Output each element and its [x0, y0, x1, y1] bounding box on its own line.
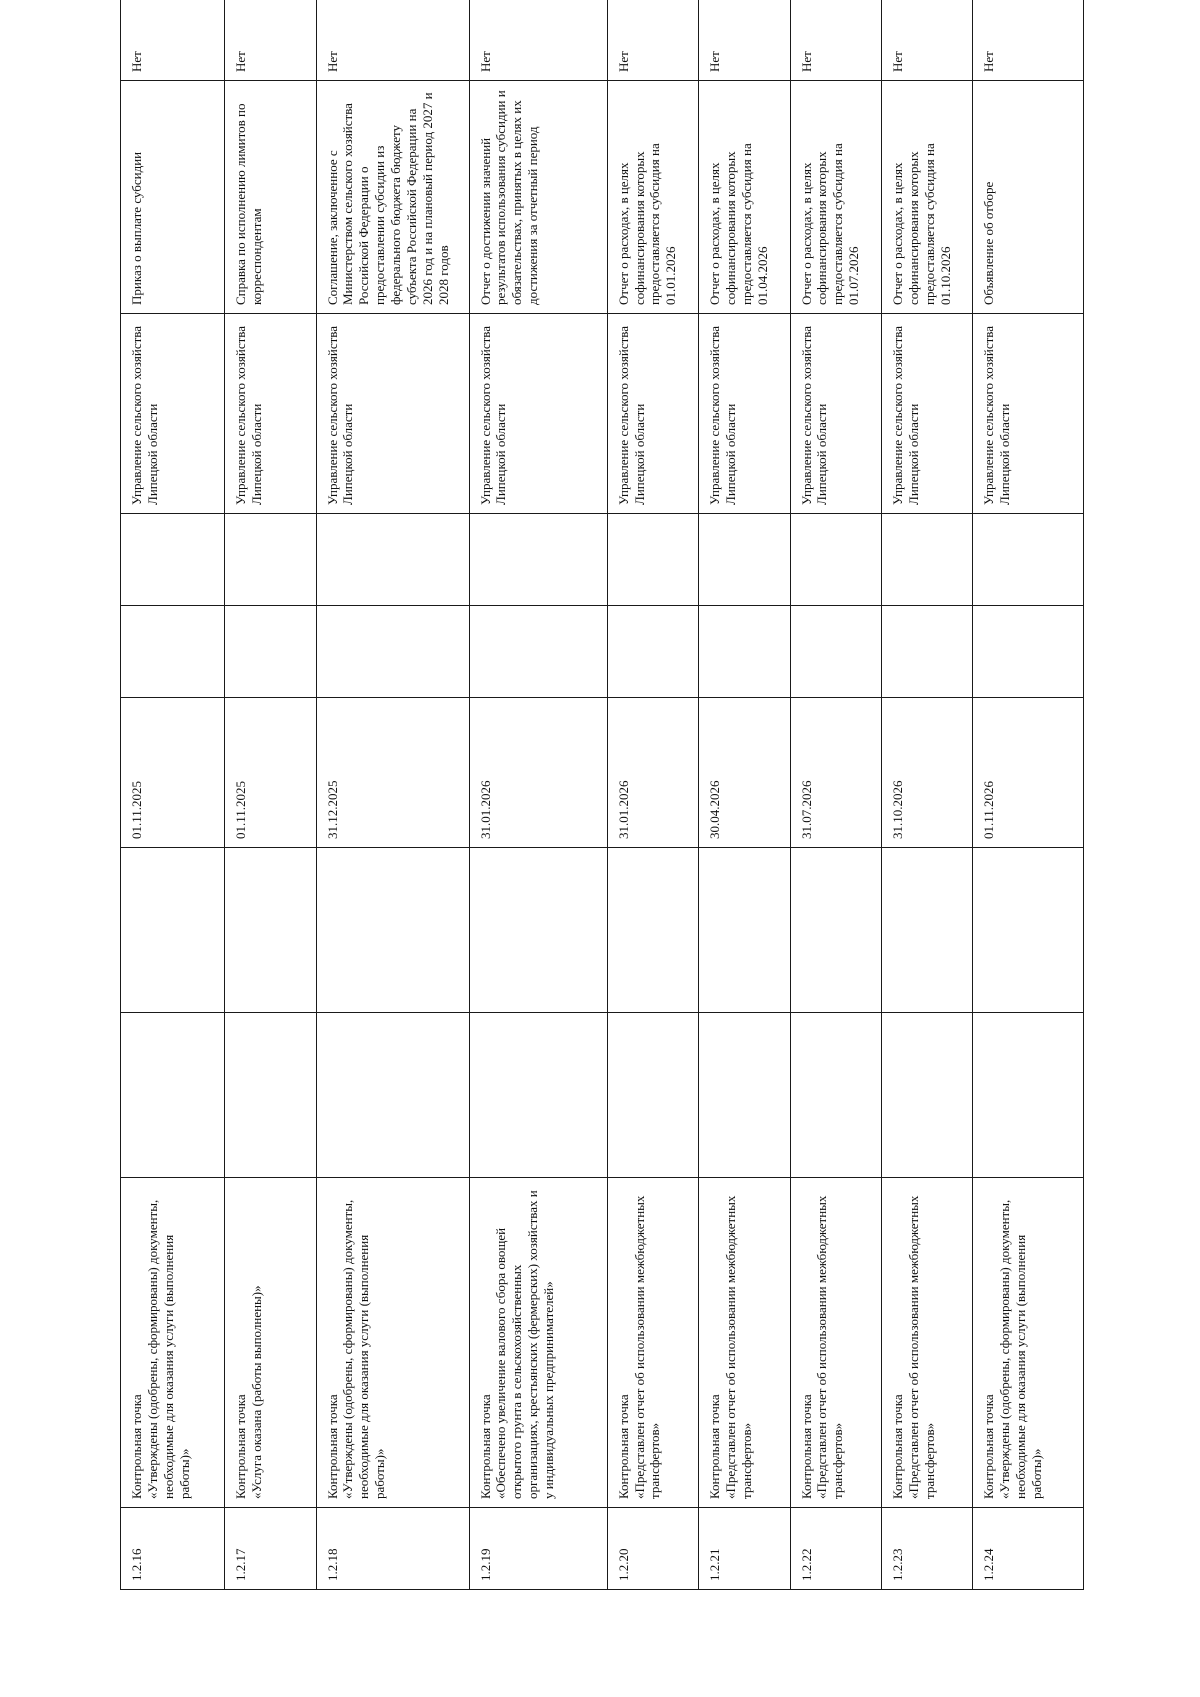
row-number-cell: [699, 1508, 790, 1590]
empty-cell-d: [607, 514, 698, 606]
executor-text: Управление сельского хозяйства Липецкой области: [707, 325, 738, 505]
document-text: Отчет о расходах, в целях софинансирования которых предоставляется субсидия на 01.01.2026: [615, 143, 679, 305]
flag-cell: [121, 0, 225, 81]
date-text: 31.01.2026: [477, 780, 493, 839]
table-row: [790, 0, 881, 1590]
date-cell: [699, 698, 790, 848]
row-number-text: 1.2.22: [798, 1548, 814, 1581]
empty-cell-b: [790, 848, 881, 1013]
date-text: 01.11.2026: [981, 780, 997, 839]
date-cell: [121, 698, 225, 848]
empty-cell-b: [469, 848, 607, 1013]
executor-cell: [881, 314, 972, 514]
empty-cell-d: [225, 514, 316, 606]
empty-cell-d: [121, 514, 225, 606]
event-name-cell: [469, 1178, 607, 1508]
row-number-text: 1.2.20: [615, 1548, 631, 1581]
empty-cell-a: [469, 1013, 607, 1178]
flag-text: Нет: [889, 51, 905, 72]
date-cell: [790, 698, 881, 848]
row-number-text: 1.2.19: [477, 1548, 493, 1581]
executor-cell: [121, 314, 225, 514]
date-text: 31.10.2026: [889, 780, 905, 839]
flag-cell: [607, 0, 698, 81]
event-name-cell: [607, 1178, 698, 1508]
flag-text: Нет: [707, 51, 723, 72]
flag-cell: [790, 0, 881, 81]
table-body: [121, 0, 1084, 1590]
empty-cell-b: [121, 848, 225, 1013]
date-text: 01.11.2025: [129, 780, 144, 839]
document-text: Справка по исполнению лимитов по корреспондентам: [233, 103, 265, 305]
executor-cell: [973, 314, 1084, 514]
empty-cell-c: [316, 606, 469, 698]
row-number-cell: [790, 1508, 881, 1590]
empty-cell-a: [316, 1013, 469, 1178]
document-text: Приказ о выплате субсидии: [129, 151, 144, 305]
control-points-table: [120, 0, 1084, 1590]
document-text: Отчет о расходах, в целях софинансирования которых предоставляется субсидия на 01.04.2026: [707, 143, 770, 305]
date-cell: [881, 698, 972, 848]
executor-cell: [469, 314, 607, 514]
date-cell: [469, 698, 607, 848]
document-text: Соглашение, заключенное с Министерством сельского хозяйства Российской Федерации о предоставлении субсидии из федерального бюджета бюджету субъекта Российской Федерации на 2026 год и на плановый период 2027 и 2028 годов: [324, 92, 451, 305]
row-number-text: 1.2.21: [707, 1548, 723, 1581]
event-name-text: Контрольная точка «Утверждены (одобрены, сформированы) документы, необходимые для оказания услуги (выполнения работы)»: [981, 1199, 1044, 1499]
empty-cell-d: [699, 514, 790, 606]
executor-cell: [607, 314, 698, 514]
table-row: [121, 0, 225, 1590]
executor-text: Управление сельского хозяйства Липецкой области: [477, 325, 509, 505]
flag-cell: [316, 0, 469, 81]
flag-cell: [881, 0, 972, 81]
event-name-text: Контрольная точка «Утверждены (одобрены, сформированы) документы, необходимые для оказания услуги (выполнения работы)»: [324, 1199, 388, 1499]
table-row: [225, 0, 316, 1590]
empty-cell-d: [790, 514, 881, 606]
row-number-text: 1.2.18: [324, 1548, 340, 1581]
empty-cell-c: [790, 606, 881, 698]
event-name-text: Контрольная точка «Представлен отчет об использовании межбюджетных трансфертов»: [798, 1195, 846, 1499]
row-number-cell: [607, 1508, 698, 1590]
row-number-cell: [316, 1508, 469, 1590]
executor-text: Управление сельского хозяйства Липецкой области: [889, 325, 921, 505]
executor-text: Управление сельского хозяйства Липецкой области: [981, 325, 1013, 505]
empty-cell-a: [699, 1013, 790, 1178]
empty-cell-b: [881, 848, 972, 1013]
event-name-cell: [881, 1178, 972, 1508]
executor-cell: [316, 314, 469, 514]
executor-cell: [225, 314, 316, 514]
flag-text: Нет: [798, 51, 814, 72]
table-row: [881, 0, 972, 1590]
flag-text: Нет: [615, 51, 631, 72]
row-number-text: 1.2.16: [129, 1548, 144, 1581]
document-cell: [121, 81, 225, 314]
executor-cell: [790, 314, 881, 514]
empty-cell-c: [121, 606, 225, 698]
empty-cell-b: [973, 848, 1084, 1013]
event-name-text: Контрольная точка «Представлен отчет об использовании межбюджетных трансфертов»: [615, 1195, 663, 1499]
empty-cell-d: [973, 514, 1084, 606]
event-name-cell: [699, 1178, 790, 1508]
date-text: 30.04.2026: [707, 780, 723, 839]
event-name-text: Контрольная точка «Представлен отчет об использовании межбюджетных трансфертов»: [707, 1195, 754, 1499]
date-text: 31.01.2026: [615, 780, 631, 839]
document-cell: [469, 81, 607, 314]
date-text: 31.07.2026: [798, 780, 814, 839]
document-cell: [607, 81, 698, 314]
date-cell: [316, 698, 469, 848]
date-cell: [607, 698, 698, 848]
flag-text: Нет: [981, 51, 997, 72]
empty-cell-a: [973, 1013, 1084, 1178]
row-number-text: 1.2.23: [889, 1548, 905, 1581]
document-text: Объявление об отборе: [981, 181, 997, 305]
table-row: [607, 0, 698, 1590]
table-row: [973, 0, 1084, 1590]
row-number-text: 1.2.17: [233, 1548, 249, 1581]
empty-cell-c: [469, 606, 607, 698]
empty-cell-c: [699, 606, 790, 698]
date-text: 01.11.2025: [233, 780, 249, 839]
document-cell: [316, 81, 469, 314]
flag-cell: [699, 0, 790, 81]
flag-text: Нет: [233, 51, 249, 72]
event-name-text: Контрольная точка «Утверждены (одобрены, сформированы) документы, необходимые для оказания услуги (выполнения работы)»: [129, 1199, 192, 1499]
row-number-cell: [121, 1508, 225, 1590]
empty-cell-d: [316, 514, 469, 606]
row-number-cell: [225, 1508, 316, 1590]
empty-cell-a: [121, 1013, 225, 1178]
event-name-cell: [973, 1178, 1084, 1508]
event-name-cell: [121, 1178, 225, 1508]
empty-cell-c: [607, 606, 698, 698]
document-text: Отчет о расходах, в целях софинансирования которых предоставляется субсидия на 01.10.2026: [889, 143, 953, 305]
flag-text: Нет: [324, 51, 340, 72]
empty-cell-a: [790, 1013, 881, 1178]
flag-text: Нет: [477, 51, 493, 72]
empty-cell-a: [225, 1013, 316, 1178]
empty-cell-c: [973, 606, 1084, 698]
executor-text: Управление сельского хозяйства Липецкой области: [129, 325, 160, 505]
event-name-text: Контрольная точка «Услуга оказана (работы выполнены)»: [233, 1285, 265, 1499]
document-cell: [225, 81, 316, 314]
event-name-text: Контрольная точка «Представлен отчет об использовании межбюджетных трансфертов»: [889, 1195, 937, 1499]
date-cell: [973, 698, 1084, 848]
date-text: 31.12.2025: [324, 780, 340, 839]
empty-cell-a: [607, 1013, 698, 1178]
table-row: [316, 0, 469, 1590]
event-name-text: Контрольная точка «Обеспечено увеличение валового сбора овощей открытого грунта в сельскохозяйственных организациях, крестьянских (фермерских) хозяйствах и у индивидуальных предпринимателей»: [477, 1190, 556, 1499]
flag-cell: [973, 0, 1084, 81]
empty-cell-b: [316, 848, 469, 1013]
document-text: Отчет о достижении значений результатов использования субсидии и обязательствах, принятых в целях их достижения за отчетный период: [477, 90, 541, 305]
flag-cell: [225, 0, 316, 81]
row-number-cell: [469, 1508, 607, 1590]
empty-cell-c: [881, 606, 972, 698]
document-text: Отчет о расходах, в целях софинансирования которых предоставляется субсидия на 01.07.2026: [798, 143, 862, 305]
document-cell: [790, 81, 881, 314]
date-cell: [225, 698, 316, 848]
row-number-cell: [881, 1508, 972, 1590]
document-cell: [881, 81, 972, 314]
empty-cell-c: [225, 606, 316, 698]
executor-cell: [699, 314, 790, 514]
event-name-cell: [225, 1178, 316, 1508]
empty-cell-b: [607, 848, 698, 1013]
document-cell: [699, 81, 790, 314]
executor-text: Управление сельского хозяйства Липецкой области: [233, 325, 265, 505]
table-row: [699, 0, 790, 1590]
executor-text: Управление сельского хозяйства Липецкой области: [615, 325, 647, 505]
row-number-cell: [973, 1508, 1084, 1590]
empty-cell-d: [881, 514, 972, 606]
empty-cell-d: [469, 514, 607, 606]
empty-cell-a: [881, 1013, 972, 1178]
document-cell: [973, 81, 1084, 314]
row-number-text: 1.2.24: [981, 1548, 997, 1581]
flag-cell: [469, 0, 607, 81]
executor-text: Управление сельского хозяйства Липецкой области: [798, 325, 830, 505]
table-frame: [120, 47, 1084, 1590]
executor-text: Управление сельского хозяйства Липецкой области: [324, 325, 356, 505]
table-row: [469, 0, 607, 1590]
empty-cell-b: [699, 848, 790, 1013]
event-name-cell: [790, 1178, 881, 1508]
event-name-cell: [316, 1178, 469, 1508]
flag-text: Нет: [129, 51, 144, 72]
empty-cell-b: [225, 848, 316, 1013]
